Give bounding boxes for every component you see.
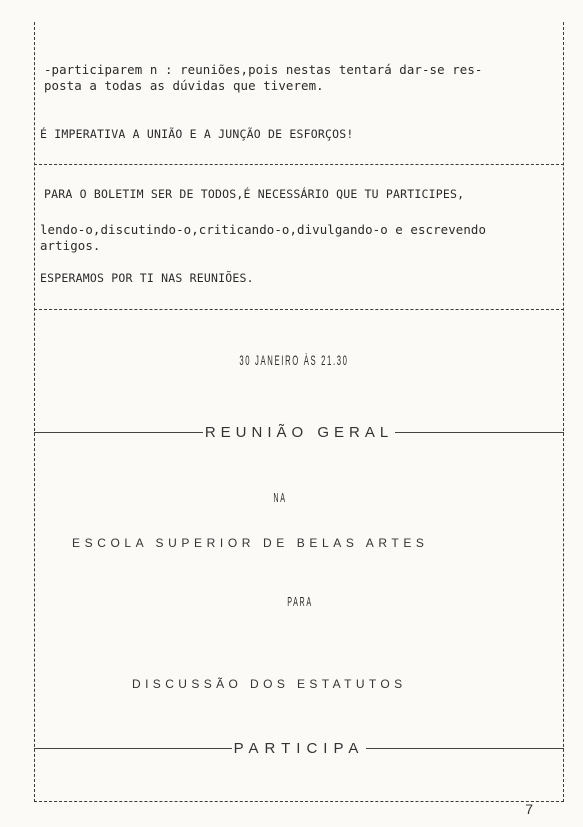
participate-call: PARTICIPA xyxy=(233,740,365,757)
meeting-date-time: 30 JANEIRO ÀS 21.30 xyxy=(239,352,349,368)
invitation-line: ESPERAMOS POR TI NAS REUNIÕES. xyxy=(40,271,254,285)
participate-rule xyxy=(34,740,564,757)
text-line: lendo-o,discutindo-o,criticando-o,divulgando-o e escrevendo xyxy=(40,222,487,237)
text-line: -participarem n : reuniões,pois nestas tentará dar-se res- xyxy=(44,62,483,77)
rule-line xyxy=(366,748,564,749)
text-line: posta a todas as dúvidas que tiverem. xyxy=(44,78,324,93)
rule-line xyxy=(395,432,564,433)
rule-line xyxy=(34,748,232,749)
preposition-para: PARA xyxy=(287,594,313,609)
meeting-title: REUNIÃO GERAL xyxy=(204,424,394,441)
venue-name: ESCOLA SUPERIOR DE BELAS ARTES xyxy=(72,536,429,550)
section-divider xyxy=(34,309,564,310)
text-line: PARA O BOLETIM SER DE TODOS,É NECESSÁRIO QUE TU PARTICIPES, xyxy=(44,187,465,201)
section-divider xyxy=(34,164,564,165)
imperative-statement: É IMPERATIVA A UNIÃO E A JUNÇÃO DE ESFORÇOS! xyxy=(40,127,354,141)
meeting-title-rule xyxy=(34,424,564,441)
rule-line xyxy=(34,432,203,433)
preposition-na: NA xyxy=(273,490,287,505)
text-line: artigos. xyxy=(40,238,101,253)
page-number: 7 xyxy=(525,801,533,817)
meeting-purpose: DISCUSSÃO DOS ESTATUTOS xyxy=(132,677,407,691)
